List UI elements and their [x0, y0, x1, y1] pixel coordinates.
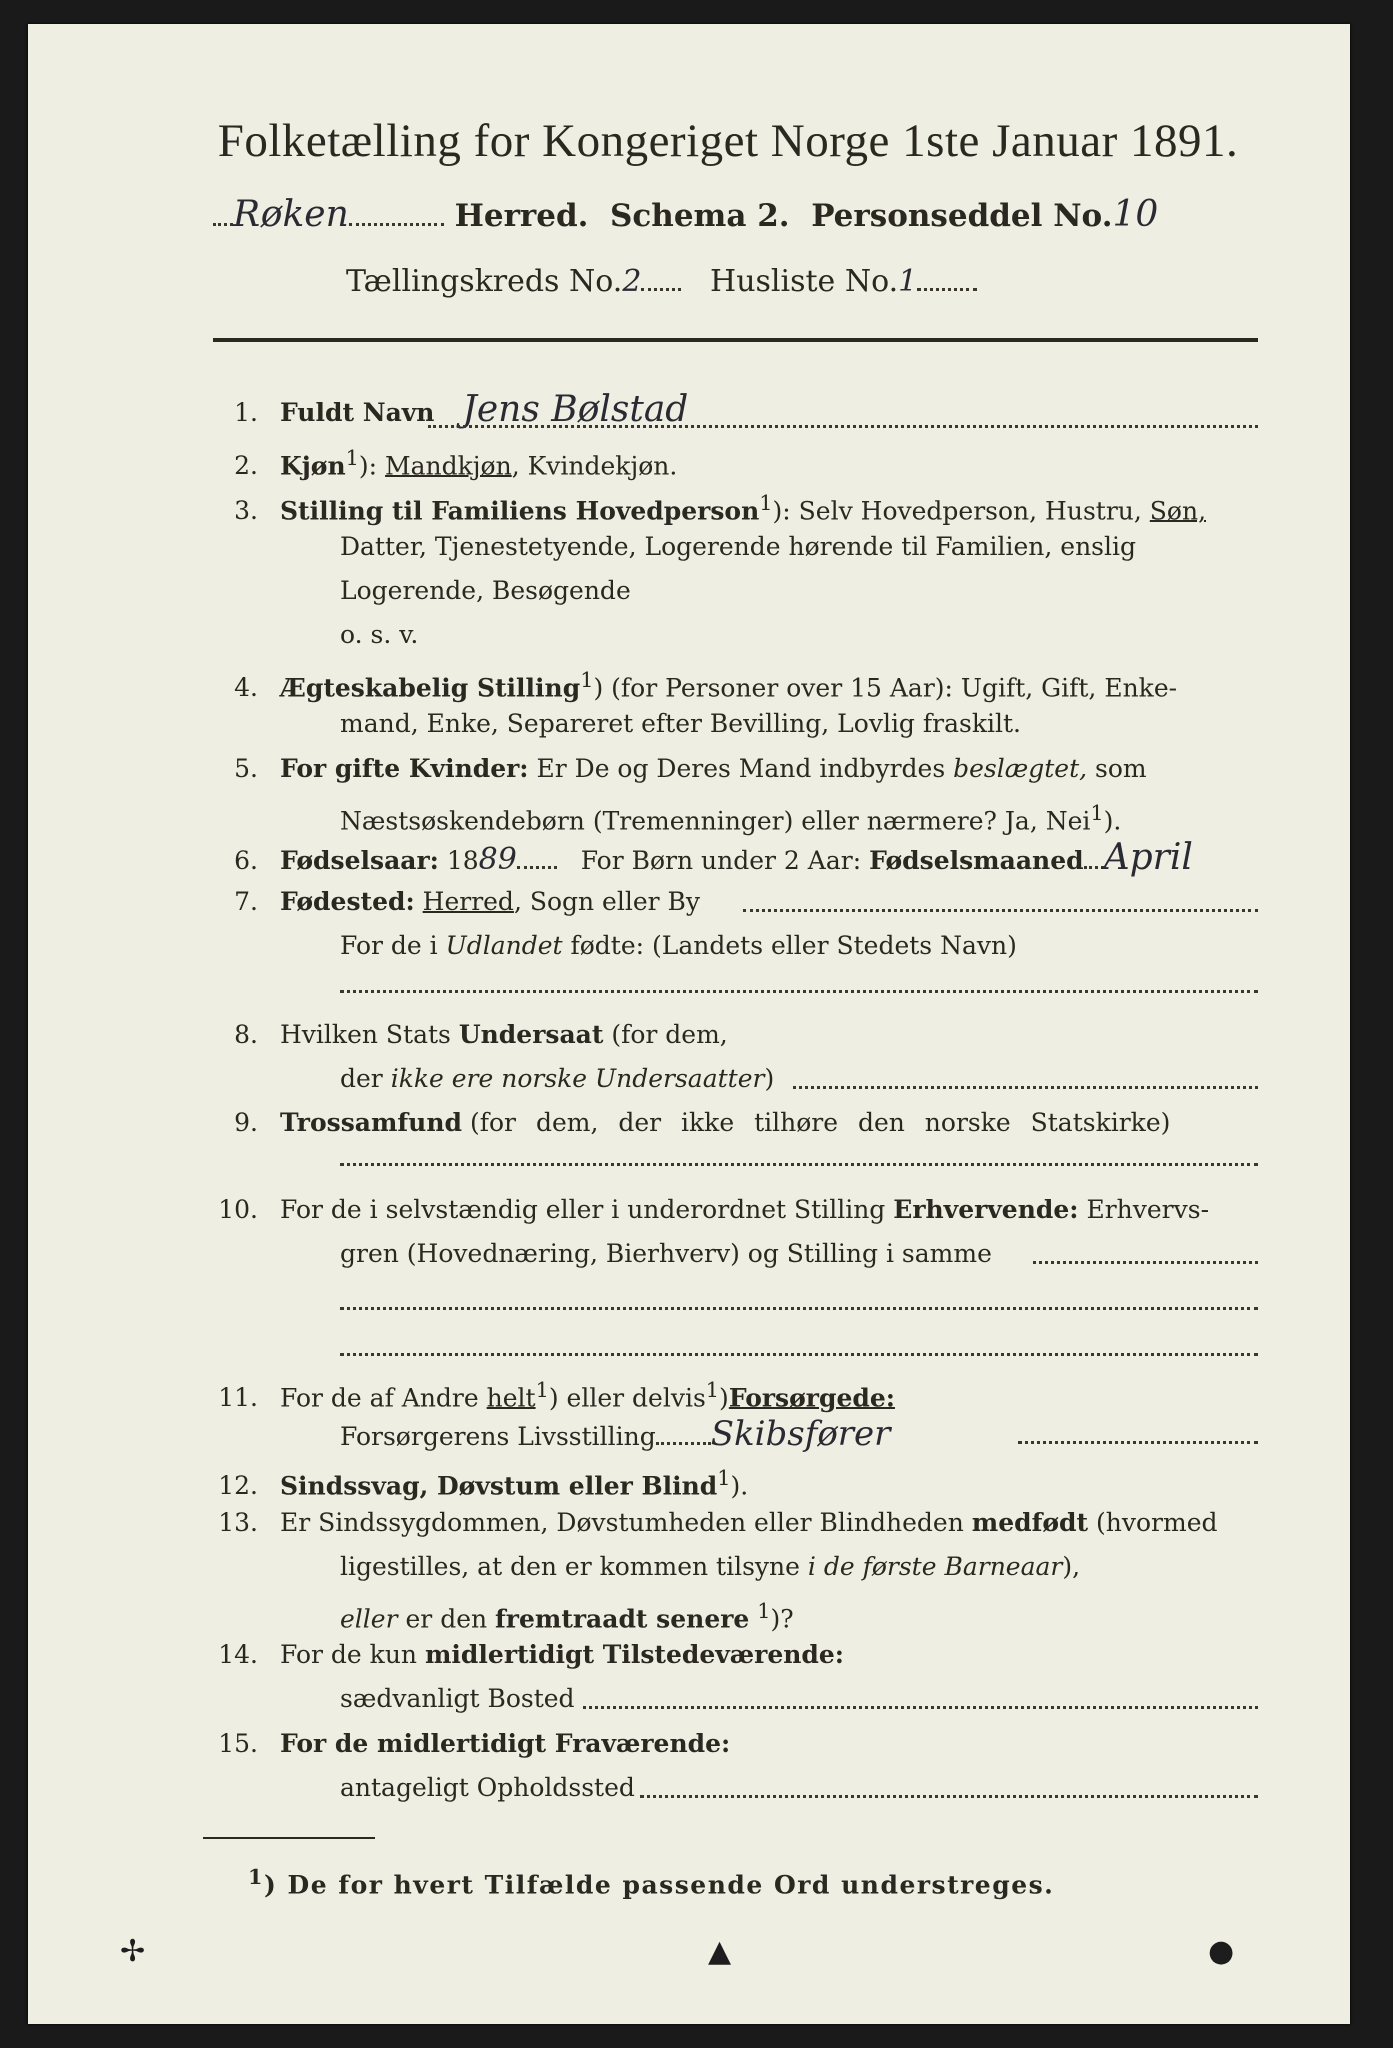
question-number: 1. — [234, 398, 258, 427]
position-selected: Søn, — [1149, 496, 1207, 526]
sex-option: , Kvindekjøn. — [511, 451, 678, 481]
footnote-ref: 1 — [757, 1599, 771, 1623]
header-rule — [213, 338, 1258, 342]
abode-fill-line — [640, 1794, 1258, 1798]
schema-label: Schema 2. — [610, 198, 790, 234]
question-text: ligestilles, at den er kommen tilsyne — [340, 1552, 800, 1581]
question-text: ), — [1062, 1552, 1081, 1581]
question-4 — [203, 664, 1177, 704]
question-text: ) (for Personer over 15 Aar): Ugift, Gift, Enke- — [593, 673, 1178, 703]
question-text: For Børn under 2 Aar: — [580, 846, 862, 875]
occupation-fill-line-3 — [340, 1352, 1258, 1356]
question-label: Stilling til Familiens Hovedperson — [280, 496, 760, 526]
question-3-line-2: Datter, Tjenestetyende, Logerende hørende til Familien, enslig — [340, 532, 1137, 561]
question-text: For de kun — [280, 1640, 418, 1669]
footnote-ref: 1 — [759, 491, 773, 515]
question-14 — [203, 1639, 844, 1671]
husliste-label: Husliste No. — [710, 264, 899, 299]
question-label: Ægteskabelig Stilling — [280, 673, 581, 703]
question-7 — [203, 886, 700, 918]
question-italic: eller — [340, 1604, 398, 1634]
question-text: , Sogn eller By — [513, 887, 701, 916]
question-text: ). — [1103, 806, 1122, 836]
question-5 — [203, 753, 1147, 785]
footnote-ref: 1 — [248, 1864, 264, 1889]
question-text: Næstsøskendebørn (Tremenninger) eller nærmere? Ja, Nei — [340, 806, 1091, 836]
footnote-text: ) De for hvert Tilfælde passende Ord understreges. — [264, 1870, 1055, 1900]
birthplace-selected: Herred — [422, 887, 514, 916]
question-number: 15. — [218, 1729, 258, 1758]
registration-mark-left-icon: ✢ — [120, 1934, 146, 1969]
question-12 — [203, 1462, 748, 1502]
question-number: 13. — [218, 1508, 258, 1537]
sex-selected: Mandkjøn — [385, 451, 512, 481]
question-7-line-2 — [340, 930, 1017, 962]
question-text: For de i selvstændig eller i underordnet Stilling — [280, 1195, 886, 1224]
provider-fill-line — [1018, 1440, 1258, 1444]
footnote-ref: 1 — [705, 1378, 720, 1402]
question-text: (hvormed — [1096, 1508, 1218, 1537]
question-label: Erhvervende: — [893, 1195, 1079, 1224]
provider-occupation-value: Skibsfører — [710, 1414, 891, 1454]
question-5-line-2 — [340, 797, 1121, 837]
question-label: Fødested: — [280, 887, 415, 916]
question-text: (for dem, der ikke tilhøre den norske Statskirke) — [469, 1108, 1171, 1137]
question-10 — [203, 1194, 1209, 1226]
birthplace-fill-line — [743, 908, 1258, 912]
foreign-birthplace-fill-line — [340, 989, 1258, 993]
separator: ): — [358, 451, 378, 481]
question-13 — [203, 1507, 1218, 1539]
husliste-value: 1 — [898, 264, 918, 299]
question-text: )? — [770, 1604, 794, 1634]
question-13-line-3 — [340, 1595, 794, 1635]
question-label: Fødselsaar: — [280, 846, 439, 875]
support-selected: helt — [486, 1383, 536, 1413]
question-number: 3. — [234, 496, 258, 526]
question-10-line-2: gren (Hovednæring, Bierhverv) og Stilling i samme — [340, 1239, 992, 1268]
question-text: ) eller delvis — [548, 1383, 706, 1413]
question-9 — [203, 1107, 1170, 1139]
residence-fill-line — [583, 1705, 1258, 1709]
question-14-line-2: sædvanligt Bosted — [340, 1684, 575, 1713]
question-label: Sindssvag, Døvstum eller Blind — [280, 1471, 718, 1501]
question-text: som — [1095, 754, 1147, 783]
question-number: 2. — [234, 451, 258, 481]
question-4-line-2: mand, Enke, Separeret efter Bevilling, Lovlig fraskilt. — [340, 709, 1021, 738]
birth-year-value: 89 — [478, 842, 517, 877]
footnote-rule — [203, 1837, 375, 1839]
question-label: medfødt — [971, 1508, 1089, 1537]
question-label: Trossamfund — [280, 1108, 463, 1137]
question-text: Er De og Deres Mand indbyrdes — [536, 754, 946, 783]
question-number: 11. — [218, 1383, 258, 1413]
question-text: (for dem, — [611, 1020, 728, 1049]
question-text: Erhvervs- — [1086, 1195, 1210, 1224]
kreds-label: Tællingskreds No. — [346, 264, 623, 299]
question-italic: beslægtet, — [953, 754, 1088, 783]
question-3 — [203, 487, 1206, 527]
citizenship-fill-line — [793, 1085, 1258, 1089]
question-number: 12. — [218, 1471, 258, 1501]
herred-value: Røken — [233, 194, 349, 235]
registration-mark-center-icon: ▲ — [708, 1934, 732, 1969]
question-label: Undersaat — [458, 1020, 604, 1049]
question-label: fremtraadt senere — [495, 1604, 750, 1634]
kreds-value: 2 — [622, 264, 642, 299]
footnote-ref: 1 — [345, 446, 359, 470]
question-label: midlertidigt Tilstedeværende: — [424, 1640, 845, 1669]
religion-fill-line — [340, 1162, 1258, 1166]
question-label: Fuldt Navn — [280, 398, 435, 427]
question-text: er den — [405, 1604, 488, 1634]
herred-label: Herred. — [454, 198, 589, 234]
question-text: Hvilken Stats — [280, 1020, 451, 1049]
footnote-ref: 1 — [717, 1466, 731, 1490]
occupation-fill-line-2 — [340, 1306, 1258, 1310]
question-number: 5. — [234, 754, 258, 783]
question-label: For de midlertidigt Fraværende: — [280, 1729, 731, 1758]
question-number: 8. — [234, 1020, 258, 1049]
question-3-line-4: o. s. v. — [340, 620, 419, 649]
header-line-herred — [213, 194, 1158, 235]
question-13-line-2 — [340, 1551, 1080, 1583]
question-text: ) — [764, 1064, 775, 1093]
question-11 — [203, 1374, 895, 1414]
question-number: 7. — [234, 887, 258, 916]
question-label: Fødselsmaaned — [869, 846, 1084, 875]
name-value: Jens Bølstad — [462, 389, 689, 430]
question-italic: i de første Barneaar — [807, 1552, 1063, 1581]
registration-mark-right-icon: ● — [1208, 1934, 1235, 1969]
question-text: Er Sindssygdommen, Døvstumheden eller Blindheden — [280, 1508, 964, 1537]
question-text: der — [340, 1064, 383, 1093]
question-11-line-2 — [340, 1414, 891, 1454]
question-label: Kjøn — [280, 451, 346, 481]
form-title: Folketælling for Kongeriget Norge 1ste Januar 1891. — [217, 115, 1239, 167]
question-text: For de af Andre — [280, 1383, 479, 1413]
question-number: 9. — [234, 1108, 258, 1137]
question-text: ): Selv Hovedperson, Hustru, — [772, 496, 1142, 526]
question-text: ) — [719, 1383, 729, 1413]
question-15-line-2: antageligt Opholdssted — [340, 1773, 635, 1802]
year-prefix: 18 — [446, 846, 479, 875]
question-text: ). — [730, 1471, 749, 1501]
question-italic: ikke ere norske Undersaatter — [390, 1064, 765, 1093]
question-number: 4. — [234, 673, 258, 703]
question-italic: Udlandet — [445, 931, 563, 960]
question-15 — [203, 1728, 730, 1760]
footnote-ref: 1 — [580, 668, 594, 692]
question-label: For gifte Kvinder: — [280, 754, 529, 783]
question-number: 10. — [218, 1195, 258, 1224]
name-fill-line — [428, 424, 1258, 428]
footnote-ref: 1 — [1090, 801, 1104, 825]
question-8-line-2 — [340, 1063, 774, 1095]
question-label: Forsørgede: — [728, 1383, 895, 1413]
occupation-fill-line-1 — [1033, 1260, 1258, 1264]
question-8 — [203, 1019, 728, 1051]
question-6 — [203, 837, 1193, 878]
question-number: 14. — [218, 1640, 258, 1669]
question-text: Forsørgerens Livsstilling — [340, 1422, 656, 1451]
question-3-line-3: Logerende, Besøgende — [340, 576, 631, 605]
birth-month-value: April — [1103, 837, 1193, 878]
question-number: 6. — [234, 846, 258, 875]
personseddel-label: Personseddel No. — [811, 198, 1113, 234]
question-text: For de i — [340, 931, 438, 960]
census-form-sheet — [28, 24, 1350, 2024]
question-2 — [203, 442, 677, 482]
footnote — [248, 1864, 1054, 1899]
footnote-ref: 1 — [535, 1378, 549, 1402]
header-line-kreds — [346, 264, 977, 299]
personseddel-value: 10 — [1112, 194, 1159, 235]
question-text: fødte: (Landets eller Stedets Navn) — [570, 931, 1017, 960]
